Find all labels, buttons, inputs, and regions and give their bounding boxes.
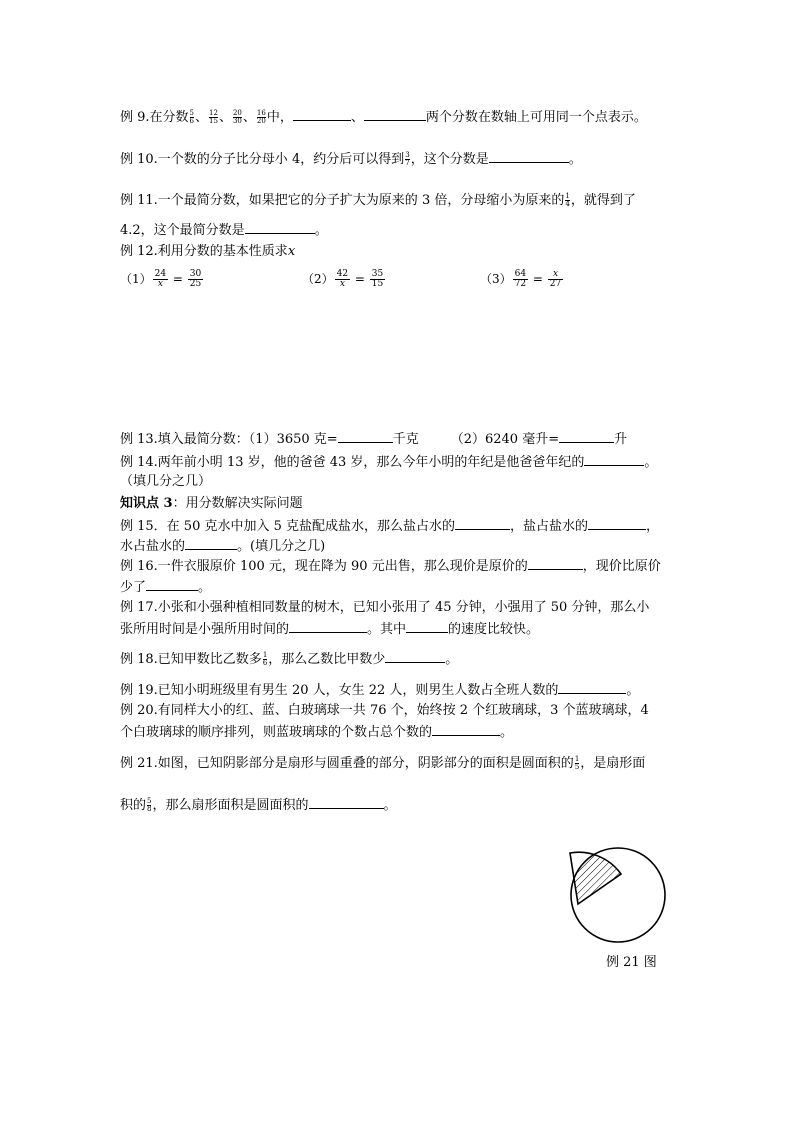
example-21-line-2: 积的 $\frac{5}{8}$ ，那么扇形面积是圆面积的 。 [120, 797, 397, 813]
answer-blank[interactable] [185, 537, 237, 550]
example-16-line-2: 少了 。 [120, 580, 212, 595]
fraction: $\frac{5}{8}$ [147, 797, 152, 813]
equation-3: （3） $\frac{64}{72}$ = $\frac{x}{27}$ [480, 269, 562, 289]
equation-1: （1） $\frac{24}{x}$ = $\frac{30}{25}$ [120, 269, 202, 289]
answer-blank[interactable] [584, 453, 644, 466]
answer-blank[interactable] [406, 620, 448, 633]
answer-blank[interactable] [489, 150, 569, 163]
answer-blank[interactable] [293, 108, 351, 121]
example-17-line-1: 例 17.小张和小强种植相同数量的树木，已知小张用了 45 分钟，小强用了 50 分钟，那么小 [120, 600, 650, 615]
fraction: $\frac{12}{15}$ [209, 109, 218, 125]
answer-blank[interactable] [588, 517, 646, 530]
example-14-line-1: 例 14.两年前小明 13 岁，他的爸爸 43 岁，那么今年小明的年纪是他爸爸年纪的 。 [120, 455, 658, 470]
answer-blank[interactable] [146, 578, 198, 591]
answer-blank[interactable] [559, 430, 614, 443]
example-16-line-1: 例 16.一件衣服原价 100 元，现在降为 90 元出售，那么现价是原价的 ，现价比原价 [120, 559, 661, 574]
example-13: 例 13.填入最简分数：（1）3650 克= 千克 （2）6240 毫升= 升 [120, 432, 628, 447]
fraction: $\frac{1}{4}$ [565, 192, 570, 208]
example-15-line-2: 水占盐水的 。(填几分之几) [120, 539, 326, 554]
example-21-line-1: 例 21.如图，已知阴影部分是扇形与圆重叠的部分，阴影部分的面积是圆面积的 $\frac{1}{5}$ ，是扇形面 [120, 755, 646, 771]
answer-blank[interactable] [528, 557, 583, 570]
example-12: 例 12.利用分数的基本性质求x [120, 244, 296, 259]
sector-circle-figure [548, 845, 673, 945]
answer-blank[interactable] [338, 430, 393, 443]
example-9: 例 9.在分数 $\frac{5}{6}$ 、 $\frac{12}{15}$ 、 $\frac{20}{30}$ 、 $\frac{16}{20}$ 中， 、 两个分数在数轴上可用同一个点表示。 [120, 109, 647, 125]
answer-blank[interactable] [558, 681, 626, 694]
example-20-line-1: 例 20.有同样大小的红、蓝、白玻璃球一共 76 个，始终按 2 个红玻璃球，3 个蓝玻璃球，4 [120, 703, 649, 718]
answer-blank[interactable] [364, 108, 426, 121]
fraction: $\frac{16}{20}$ [256, 109, 266, 125]
example-15-line-1: 例 15．在 50 克水中加入 5 克盐配成盐水，那么盐占水的 ，盐占盐水的 ， [120, 519, 660, 534]
fraction: $\frac{1}{6}$ [262, 651, 268, 667]
answer-blank[interactable] [455, 517, 510, 530]
answer-blank[interactable] [245, 221, 315, 234]
answer-blank[interactable] [385, 650, 445, 663]
example-10: 例 10.一个数的分子比分母小 4，约分后可以得到 $\frac{3}{7}$ ，这个分数是 。 [120, 151, 582, 167]
fraction: $\frac{5}{6}$ [189, 109, 195, 125]
example-14-line-2: （填几分之几） [120, 474, 212, 489]
example-11-line-1: 例 11.一个最简分数，如果把它的分子扩大为原来的 3 倍，分母缩小为原来的 $\frac{1}{4}$ ，就得到了 [120, 192, 636, 208]
equation-2: （2） $\frac{42}{x}$ = $\frac{35}{15}$ [302, 269, 384, 289]
example-17-line-2: 张所用时间是小强所用时间的 。其中 的速度比较快。 [120, 622, 540, 637]
example-20-line-2: 个白玻璃球的顺序排列，则蓝玻璃球的个数占总个数的 。 [120, 725, 514, 740]
example-19: 例 19.已知小明班级里有男生 20 人，女生 22 人，则男生人数占全班人数的 。 [120, 683, 640, 698]
section-heading: 知识点 3：用分数解决实际问题 [120, 496, 303, 511]
figure-caption: 例 21 图 [606, 955, 657, 970]
example-18: 例 18.已知甲数比乙数多 $\frac{1}{6}$ ，那么乙数比甲数少 。 [120, 651, 459, 667]
answer-blank[interactable] [289, 620, 367, 633]
example-11-line-2: 4.2，这个最简分数是 。 [120, 223, 328, 238]
answer-blank[interactable] [309, 796, 384, 809]
answer-blank[interactable] [432, 723, 500, 736]
fraction: $\frac{20}{30}$ [232, 109, 242, 125]
fraction: $\frac{3}{7}$ [405, 151, 410, 167]
shaded-overlap [570, 852, 621, 904]
fraction: $\frac{1}{5}$ [574, 755, 580, 771]
